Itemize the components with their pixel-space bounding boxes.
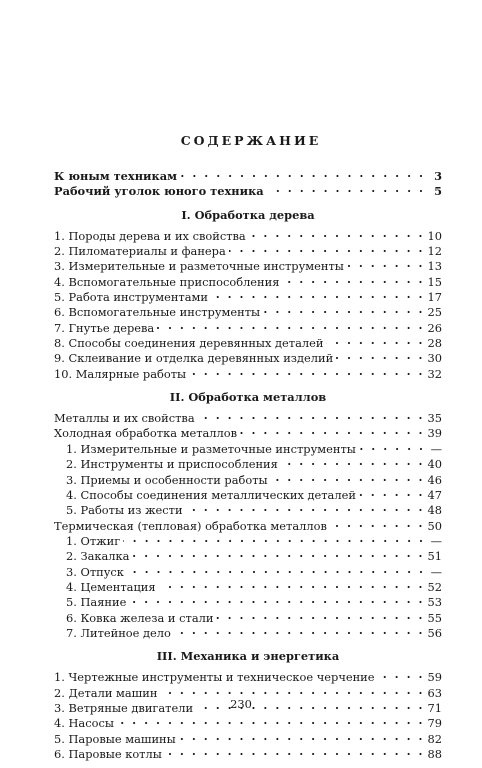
toc-entry	[54, 580, 442, 595]
dot-leader	[180, 170, 425, 180]
dot-leader	[189, 368, 424, 378]
toc-entry-page: 32	[427, 366, 442, 381]
toc-entry-page: 59	[427, 670, 442, 685]
dot-leader	[282, 276, 424, 286]
toc-entry-page: 35	[427, 411, 442, 426]
toc-entry	[54, 351, 442, 366]
toc-entry-label: Термическая (тепловая) обработка металлов	[54, 518, 327, 533]
toc-entry-label: 4. Насосы	[54, 716, 114, 731]
toc-entry-page: 63	[427, 685, 442, 700]
section-heading: II. Обработка металлов	[169, 390, 327, 405]
dot-leader	[198, 412, 425, 422]
toc-entry-page: —	[430, 441, 442, 456]
dot-leader	[165, 748, 425, 758]
toc-entry	[54, 411, 442, 426]
toc-entry	[54, 259, 442, 274]
toc-entry-label: 7. Гнутье дерева	[54, 320, 155, 335]
dot-leader	[378, 671, 425, 681]
toc-entry-label: 3. Ветряные двигатели	[54, 700, 194, 715]
toc-entry-label: 7. Литейное дело	[66, 625, 171, 640]
toc-entry	[54, 611, 442, 626]
toc-entry-label: 3. Приемы и особенности работы	[66, 472, 268, 487]
dot-leader	[249, 230, 425, 240]
toc-entry-page: 28	[427, 336, 442, 351]
toc-entry	[54, 367, 442, 382]
toc-entry-label: 5. Работа инструментами	[54, 290, 208, 305]
toc-entry-label: 8. Способы соединения деревянных деталей	[54, 336, 324, 351]
section-heading: I. Обработка дерева	[181, 207, 315, 222]
dot-leader	[347, 260, 425, 270]
toc-entry-label: 1. Отжиг	[66, 533, 121, 548]
toc-entry-label: 2. Инструменты и приспособления	[66, 457, 278, 472]
toc-entry	[54, 488, 442, 503]
dot-leader	[211, 291, 425, 301]
toc-entry-page: 46	[427, 472, 442, 487]
toc-entry-page: 26	[427, 320, 442, 335]
toc-entry-page: 51	[427, 549, 442, 564]
dot-leader	[117, 717, 425, 727]
toc-entry-label: 6. Паровые котлы	[54, 747, 162, 761]
page-title: СОДЕРЖАНИЕ	[180, 133, 322, 148]
toc-entry	[54, 321, 442, 336]
dot-leader	[127, 566, 425, 576]
toc-entry	[54, 457, 442, 472]
toc-entry-label: 6. Вспомогательные инструменты	[54, 305, 261, 320]
toc-entry-page: 39	[427, 426, 442, 441]
toc-entry	[54, 275, 442, 290]
toc-entry-page: 71	[427, 700, 442, 715]
toc-entry	[54, 519, 442, 534]
toc-entry-label: 2. Пиломатериалы и фанера	[54, 244, 226, 259]
toc-entry-label: 2. Детали машин	[54, 685, 158, 700]
dot-leader	[216, 612, 424, 622]
toc-sections	[54, 208, 442, 763]
dot-leader	[336, 352, 424, 362]
toc-entry-label: 4. Цементация	[66, 579, 156, 594]
toc-entry-label: 5. Паяние	[66, 595, 127, 610]
dot-leader	[330, 520, 425, 530]
toc-entry-page: 88	[427, 747, 442, 761]
toc-entry-page: 15	[427, 274, 442, 289]
dot-leader	[281, 458, 425, 468]
toc-entry-page: 3	[434, 169, 442, 183]
toc-intro	[54, 169, 442, 200]
dot-leader	[263, 306, 424, 316]
toc-entry-page: 48	[427, 503, 442, 518]
toc-entry-page: 40	[427, 457, 442, 472]
dot-leader	[159, 581, 425, 591]
toc-entry	[54, 732, 442, 747]
toc-entry	[54, 747, 442, 762]
toc-entry-label: 1. Породы дерева и их свойства	[54, 228, 246, 243]
toc-entry-page: —	[430, 533, 442, 548]
toc-entry-page: 17	[427, 290, 442, 305]
dot-leader	[240, 427, 424, 437]
toc-entry-label: К юным техникам	[54, 169, 178, 183]
dot-leader	[179, 733, 425, 743]
toc-entry	[54, 305, 442, 320]
page-number: 230	[230, 697, 252, 711]
toc-entry-label: 4. Способы соединения металлических деталей	[66, 487, 356, 502]
dot-leader	[123, 535, 425, 545]
toc-entry	[54, 503, 442, 518]
toc-page	[54, 133, 442, 762]
toc-entry	[54, 290, 442, 305]
dot-leader	[186, 504, 425, 514]
toc-entry-label: 4. Вспомогательные приспособления	[54, 274, 280, 289]
toc-entry-page: 53	[427, 595, 442, 610]
toc-entry	[54, 169, 442, 184]
toc-entry-page: 79	[427, 716, 442, 731]
toc-entry-label: 5. Работы из жести	[66, 503, 183, 518]
toc-entry-label: Металлы и их свойства	[54, 411, 195, 426]
toc-entry	[54, 549, 442, 564]
dot-leader	[229, 245, 425, 255]
toc-entry-page: 10	[427, 228, 442, 243]
dot-leader	[160, 687, 424, 697]
toc-entry-page: 5	[434, 184, 442, 199]
dot-leader	[129, 596, 424, 606]
toc-entry	[54, 626, 442, 641]
toc-entry-label: 3. Отпуск	[66, 564, 124, 579]
toc-entry	[54, 473, 442, 488]
toc-entry-page: 30	[427, 351, 442, 366]
toc-entry-label: 1. Измерительные и разметочные инструменты	[66, 441, 356, 456]
toc-entry-label: 1. Чертежные инструменты и техническое черчение	[54, 670, 375, 685]
dot-leader	[132, 550, 424, 560]
toc-entry	[54, 426, 442, 441]
dot-leader	[271, 474, 425, 484]
toc-entry-label: 6. Ковка железа и стали	[66, 610, 214, 625]
toc-entry-page: 50	[427, 518, 442, 533]
toc-entry-page: 52	[427, 579, 442, 594]
dot-leader	[326, 337, 424, 347]
toc-entry	[54, 595, 442, 610]
dot-leader	[359, 489, 425, 499]
toc-entry-label: 9. Склеивание и отделка деревянных изделий	[54, 351, 334, 366]
dot-leader	[267, 185, 425, 195]
toc-entry	[54, 670, 442, 685]
toc-entry-label: 3. Измерительные и разметочные инструменты	[54, 259, 344, 274]
toc-entry-label: Рабочий уголок юного техника	[54, 184, 264, 199]
toc-entry-page: —	[430, 564, 442, 579]
dot-leader	[359, 443, 425, 453]
toc-entry-page: 55	[427, 610, 442, 625]
toc-entry	[54, 336, 442, 351]
toc-entry	[54, 184, 442, 199]
toc-entry	[54, 442, 442, 457]
toc-entry-page: 13	[427, 259, 442, 274]
toc-entry	[54, 244, 442, 259]
toc-entry	[54, 716, 442, 731]
toc-entry-label: Холодная обработка металлов	[54, 426, 238, 441]
toc-entry-label: 2. Закалка	[66, 549, 130, 564]
toc-entry	[54, 565, 442, 580]
section-heading: III. Механика и энергетика	[156, 649, 340, 664]
toc-entry-page: 47	[427, 487, 442, 502]
toc-entry-page: 25	[427, 305, 442, 320]
toc-entry-label: 5. Паровые машины	[54, 731, 176, 746]
toc-entry-page: 82	[427, 731, 442, 746]
toc-entry-label: 10. Малярные работы	[54, 366, 187, 381]
toc-entry-page: 56	[427, 625, 442, 640]
toc-entry	[54, 229, 442, 244]
toc-entry-page: 12	[427, 244, 442, 259]
dot-leader	[174, 627, 425, 637]
dot-leader	[157, 322, 424, 332]
toc-entry	[54, 534, 442, 549]
